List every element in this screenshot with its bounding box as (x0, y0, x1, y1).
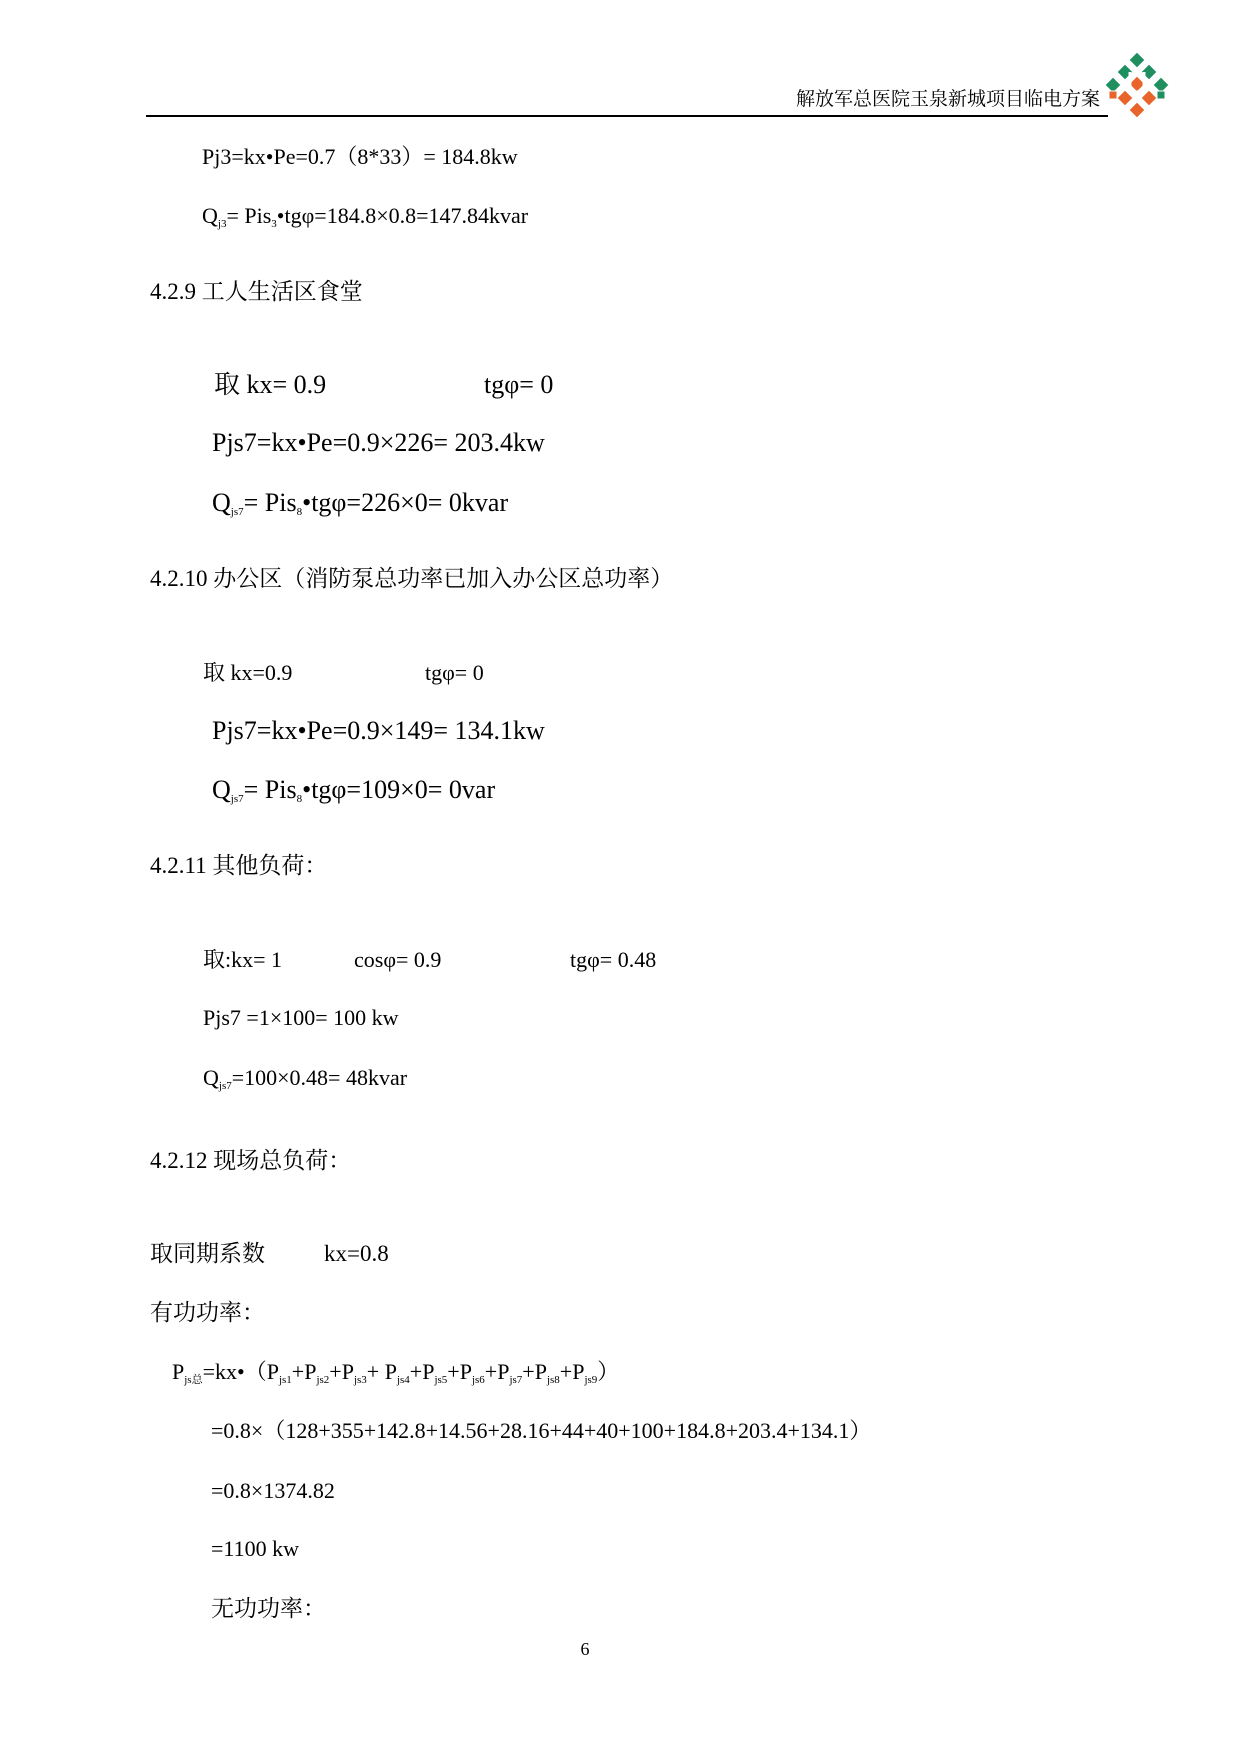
formula-text: Q (212, 775, 231, 804)
simultaneity-coefficient-value: kx=0.8 (324, 1241, 389, 1266)
pjs7-formula: Pjs7=kx•Pe=0.9×149= 134.1kw (212, 716, 545, 745)
subscript: js4 (396, 1374, 410, 1386)
formula-text: Q (203, 1065, 219, 1090)
subscript: js8 (546, 1374, 560, 1386)
pjs-total-sum: =0.8×1374.82 (211, 1478, 335, 1503)
formula-text: +P (291, 1359, 317, 1384)
formula-text: •tgφ=109×0= 0var (302, 775, 496, 804)
qjs7-formula (203, 1065, 407, 1091)
kx-coefficient: 取:kx= 1 (203, 947, 283, 972)
formula-text: •tgφ=226×0= 0kvar (302, 488, 509, 517)
cos-phi-value: cosφ= 0.9 (354, 947, 442, 972)
formula-text: P (172, 1359, 185, 1384)
kx-coefficient: 取 kx= 0.9 (214, 370, 327, 399)
qjs7-formula (212, 487, 508, 518)
subscript: js7 (230, 506, 244, 518)
subscript: js5 (434, 1374, 448, 1386)
page-number: 6 (580, 1639, 590, 1659)
pjs-total-result: =1100 kw (211, 1536, 299, 1561)
subscript: js总 (184, 1374, 203, 1386)
formula-text: =kx•（P (202, 1359, 279, 1384)
subscript: js7 (509, 1374, 523, 1386)
tg-phi-value: tgφ= 0 (484, 370, 554, 399)
active-power-label: 有功功率： (150, 1300, 265, 1325)
formula-text: Q (212, 488, 231, 517)
kx-coefficient: 取 kx=0.9 (203, 660, 293, 685)
subscript: 8 (296, 506, 303, 518)
subscript: js2 (316, 1374, 330, 1386)
tg-phi-value: tgφ= 0 (425, 660, 484, 685)
formula-text: +P (329, 1359, 354, 1384)
pjs-total-formula (172, 1359, 619, 1385)
pjs7-formula: Pjs7 =1×100= 100 kw (203, 1005, 399, 1030)
tg-phi-value: tgφ= 0.48 (570, 947, 657, 972)
subscript: 8 (296, 793, 303, 805)
formula-text: +P (447, 1359, 472, 1384)
section-heading-4-2-10: 4.2.10 办公区（消防泵总功率已加入办公区总功率） (150, 566, 674, 591)
subscript: js3 (353, 1374, 367, 1386)
qjs7-formula (212, 774, 495, 805)
pj3-formula: Pj3=kx•Pe=0.7（8*33）= 184.8kw (202, 144, 518, 169)
subscript: 3 (271, 218, 277, 230)
formula-text: =100×0.48= 48kvar (231, 1065, 408, 1090)
formula-text: = Pis (226, 203, 272, 228)
formula-text: +P (559, 1359, 585, 1384)
subscript: js6 (471, 1374, 485, 1386)
formula-text: Q (202, 203, 218, 228)
section-heading-4-2-12: 4.2.12 现场总负荷： (150, 1148, 352, 1173)
formula-text: + P (366, 1359, 397, 1384)
simultaneity-coefficient-label: 取同期系数 (150, 1241, 265, 1266)
section-heading-4-2-11: 4.2.11 其他负荷： (150, 853, 328, 878)
section-heading-4-2-9: 4.2.9 工人生活区食堂 (150, 279, 363, 304)
header-divider (146, 115, 1108, 117)
formula-text: +P (522, 1359, 547, 1384)
formula-text: +P (409, 1359, 435, 1384)
header-title: 解放军总医院玉泉新城项目临电方案 (795, 89, 1100, 110)
subscript: js7 (218, 1080, 232, 1092)
subscript: js9 (584, 1374, 598, 1386)
pjs7-formula: Pjs7=kx•Pe=0.9×226= 203.4kw (212, 428, 545, 457)
subscript: js7 (230, 793, 244, 805)
formula-text: •tgφ=184.8×0.8=147.84kvar (276, 203, 529, 228)
formula-text: ） (597, 1359, 620, 1384)
formula-text: = Pis (243, 775, 297, 804)
qj3-formula (202, 203, 528, 229)
reactive-power-label: 无功功率： (211, 1596, 326, 1621)
formula-text: +P (484, 1359, 510, 1384)
company-diamond-logo-icon (1104, 50, 1170, 120)
subscript: j3 (217, 218, 227, 230)
pjs-total-expansion: =0.8×（128+355+142.8+14.56+28.16+44+40+100+184.8+203.4+134.1） (211, 1418, 872, 1443)
formula-text: = Pis (243, 488, 297, 517)
subscript: js1 (278, 1374, 292, 1386)
